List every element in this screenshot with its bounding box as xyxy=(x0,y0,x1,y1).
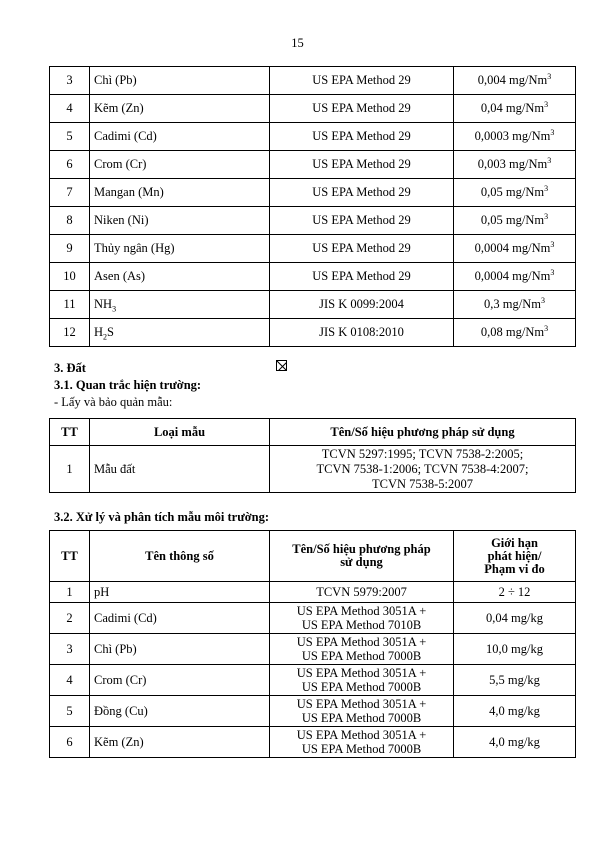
cell-limit: 0,0004 mg/Nm$^3$ xyxy=(454,235,576,263)
table-row xyxy=(50,67,576,95)
table-row xyxy=(50,319,576,347)
cell-method: US EPA Method 29 xyxy=(270,179,454,207)
superscript: 3 xyxy=(544,323,549,333)
soil-analysis-table-body xyxy=(50,531,576,758)
subscript: 3 xyxy=(112,304,117,314)
cell-limit: 5,5 mg/kg xyxy=(454,665,576,696)
soil-sampling-table xyxy=(49,418,576,493)
air-parameters-table xyxy=(49,66,576,347)
cell-limit: 10,0 mg/kg xyxy=(454,634,576,665)
cell-parameter: Đồng (Cu) xyxy=(90,696,270,727)
air-parameters-table-body xyxy=(50,67,576,347)
table-row xyxy=(50,696,576,727)
method-line: US EPA Method 3051A + xyxy=(296,728,427,742)
cell-tt: 10 xyxy=(50,263,90,291)
cell-tt: 1 xyxy=(50,446,90,493)
column-header-sample-type: Loại mẫu xyxy=(90,419,270,446)
cell-limit: 0,0003 mg/Nm$^3$ xyxy=(454,123,576,151)
cell-parameter: pH xyxy=(90,582,270,603)
cell-tt: 6 xyxy=(50,151,90,179)
table-row xyxy=(50,235,576,263)
cell-parameter: Niken (Ni) xyxy=(90,207,270,235)
cell-tt: 11 xyxy=(50,291,90,319)
cell-limit: 0,04 mg/Nm$^3$ xyxy=(454,95,576,123)
method-line: US EPA Method 7000B xyxy=(301,649,422,663)
cell-parameter: Chì (Pb) xyxy=(90,67,270,95)
cell-tt: 3 xyxy=(50,67,90,95)
cell-methods xyxy=(270,446,576,493)
table-row xyxy=(50,634,576,665)
cell-method xyxy=(270,582,454,603)
cell-sample-type: Mẫu đất xyxy=(90,446,270,493)
header-line: sử dụng xyxy=(340,555,383,569)
header-line: phát hiện/ xyxy=(487,548,542,563)
method-line: US EPA Method 3051A + xyxy=(296,635,427,649)
cell-parameter: Mangan (Mn) xyxy=(90,179,270,207)
cell-parameter: Kẽm (Zn) xyxy=(90,727,270,758)
cell-tt: 4 xyxy=(50,95,90,123)
cell-parameter: Asen (As) xyxy=(90,263,270,291)
cell-method: JIS K 0108:2010 xyxy=(270,319,454,347)
cell-tt: 2 xyxy=(50,603,90,634)
superscript: 3 xyxy=(544,211,549,221)
cell-method: JIS K 0099:2004 xyxy=(270,291,454,319)
cell-limit: 0,3 mg/Nm$^3$ xyxy=(454,291,576,319)
cell-parameter: Cadimi (Cd) xyxy=(90,603,270,634)
cell-tt: 7 xyxy=(50,179,90,207)
cell-method xyxy=(270,634,454,665)
column-header-limit xyxy=(454,531,576,582)
sampling-note: - Lấy và bảo quản mẫu: xyxy=(54,395,173,409)
cell-parameter: $H_2S$ xyxy=(90,319,270,347)
cell-limit: 0,0004 mg/Nm$^3$ xyxy=(454,263,576,291)
table-row xyxy=(50,263,576,291)
table-row xyxy=(50,603,576,634)
superscript: 3 xyxy=(550,127,555,137)
method-line: TCVN 7538-1:2006; TCVN 7538-4:2007; xyxy=(316,461,529,476)
cell-method: US EPA Method 29 xyxy=(270,151,454,179)
cell-tt: 12 xyxy=(50,319,90,347)
method-line: TCVN 7538-5:2007 xyxy=(371,476,474,491)
column-header-method: Tên/Số hiệu phương pháp sử dụng xyxy=(270,419,576,446)
cell-parameter: Crom (Cr) xyxy=(90,151,270,179)
cell-method xyxy=(270,603,454,634)
table-row xyxy=(50,123,576,151)
table-row xyxy=(50,95,576,123)
cell-method: US EPA Method 29 xyxy=(270,67,454,95)
cell-parameter: $NH_3$ xyxy=(90,291,270,319)
header-line: Phạm vi đo xyxy=(484,561,545,576)
method-line: US EPA Method 3051A + xyxy=(296,666,427,680)
method-line: US EPA Method 7000B xyxy=(301,742,422,756)
checkbox-icon[interactable] xyxy=(276,360,287,371)
cell-method: US EPA Method 29 xyxy=(270,263,454,291)
superscript: 3 xyxy=(550,267,555,277)
cell-limit: 4,0 mg/kg xyxy=(454,696,576,727)
section-3-2-heading: 3.2. Xử lý và phân tích mẫu môi trường: xyxy=(54,510,269,524)
section-3-heading: 3. Đất xyxy=(54,361,86,375)
table-row xyxy=(50,727,576,758)
cell-limit: 4,0 mg/kg xyxy=(454,727,576,758)
column-header-parameter: Tên thông số xyxy=(90,531,270,582)
cell-parameter: Chì (Pb) xyxy=(90,634,270,665)
cell-tt: 8 xyxy=(50,207,90,235)
header-line: Tên/Số hiệu phương pháp xyxy=(292,542,431,556)
superscript: 3 xyxy=(540,295,545,305)
cell-method xyxy=(270,665,454,696)
cell-method xyxy=(270,727,454,758)
superscript: 3 xyxy=(547,71,552,81)
method-line: TCVN 5979:2007 xyxy=(316,585,407,599)
method-line: US EPA Method 3051A + xyxy=(296,697,427,711)
method-line: US EPA Method 7000B xyxy=(301,680,422,694)
table-row xyxy=(50,446,576,493)
cell-limit: 0,05 mg/Nm$^3$ xyxy=(454,207,576,235)
column-header-tt: TT xyxy=(50,531,90,582)
cell-parameter: Crom (Cr) xyxy=(90,665,270,696)
cell-method: US EPA Method 29 xyxy=(270,207,454,235)
cell-limit: 0,004 mg/Nm$^3$ xyxy=(454,67,576,95)
table-row xyxy=(50,151,576,179)
header-line: Giới hạn xyxy=(491,535,538,550)
cell-tt: 5 xyxy=(50,696,90,727)
table-row xyxy=(50,179,576,207)
page-number: 15 xyxy=(291,36,304,50)
cell-parameter: Cadimi (Cd) xyxy=(90,123,270,151)
cell-parameter: Thủy ngân (Hg) xyxy=(90,235,270,263)
table-row xyxy=(50,582,576,603)
method-line: US EPA Method 7000B xyxy=(301,711,422,725)
superscript: 3 xyxy=(547,155,552,165)
table-row xyxy=(50,207,576,235)
cell-limit: 0,04 mg/kg xyxy=(454,603,576,634)
section-3-1-heading: 3.1. Quan trắc hiện trường: xyxy=(54,378,202,392)
cell-tt: 4 xyxy=(50,665,90,696)
cell-tt: 6 xyxy=(50,727,90,758)
cell-limit: 0,08 mg/Nm$^3$ xyxy=(454,319,576,347)
cell-tt: 9 xyxy=(50,235,90,263)
superscript: 3 xyxy=(544,99,549,109)
subscript: 2 xyxy=(103,332,108,342)
superscript: 3 xyxy=(550,239,555,249)
cell-method xyxy=(270,696,454,727)
cell-limit: 0,05 mg/Nm$^3$ xyxy=(454,179,576,207)
cell-tt: 5 xyxy=(50,123,90,151)
cell-limit: 2 ÷ 12 xyxy=(454,582,576,603)
table-row xyxy=(50,665,576,696)
cell-method: US EPA Method 29 xyxy=(270,95,454,123)
cell-method: US EPA Method 29 xyxy=(270,123,454,151)
superscript: 3 xyxy=(544,183,549,193)
cell-tt: 1 xyxy=(50,582,90,603)
cell-parameter: Kẽm (Zn) xyxy=(90,95,270,123)
method-line: TCVN 5297:1995; TCVN 7538-2:2005; xyxy=(321,446,524,461)
method-line: US EPA Method 7010B xyxy=(301,618,422,632)
column-header-method xyxy=(270,531,454,582)
column-header-tt: TT xyxy=(50,419,90,446)
table-row xyxy=(50,291,576,319)
cell-method: US EPA Method 29 xyxy=(270,235,454,263)
method-line: US EPA Method 3051A + xyxy=(296,604,427,618)
cell-tt: 3 xyxy=(50,634,90,665)
soil-analysis-table xyxy=(49,530,576,758)
cell-limit: 0,003 mg/Nm$^3$ xyxy=(454,151,576,179)
